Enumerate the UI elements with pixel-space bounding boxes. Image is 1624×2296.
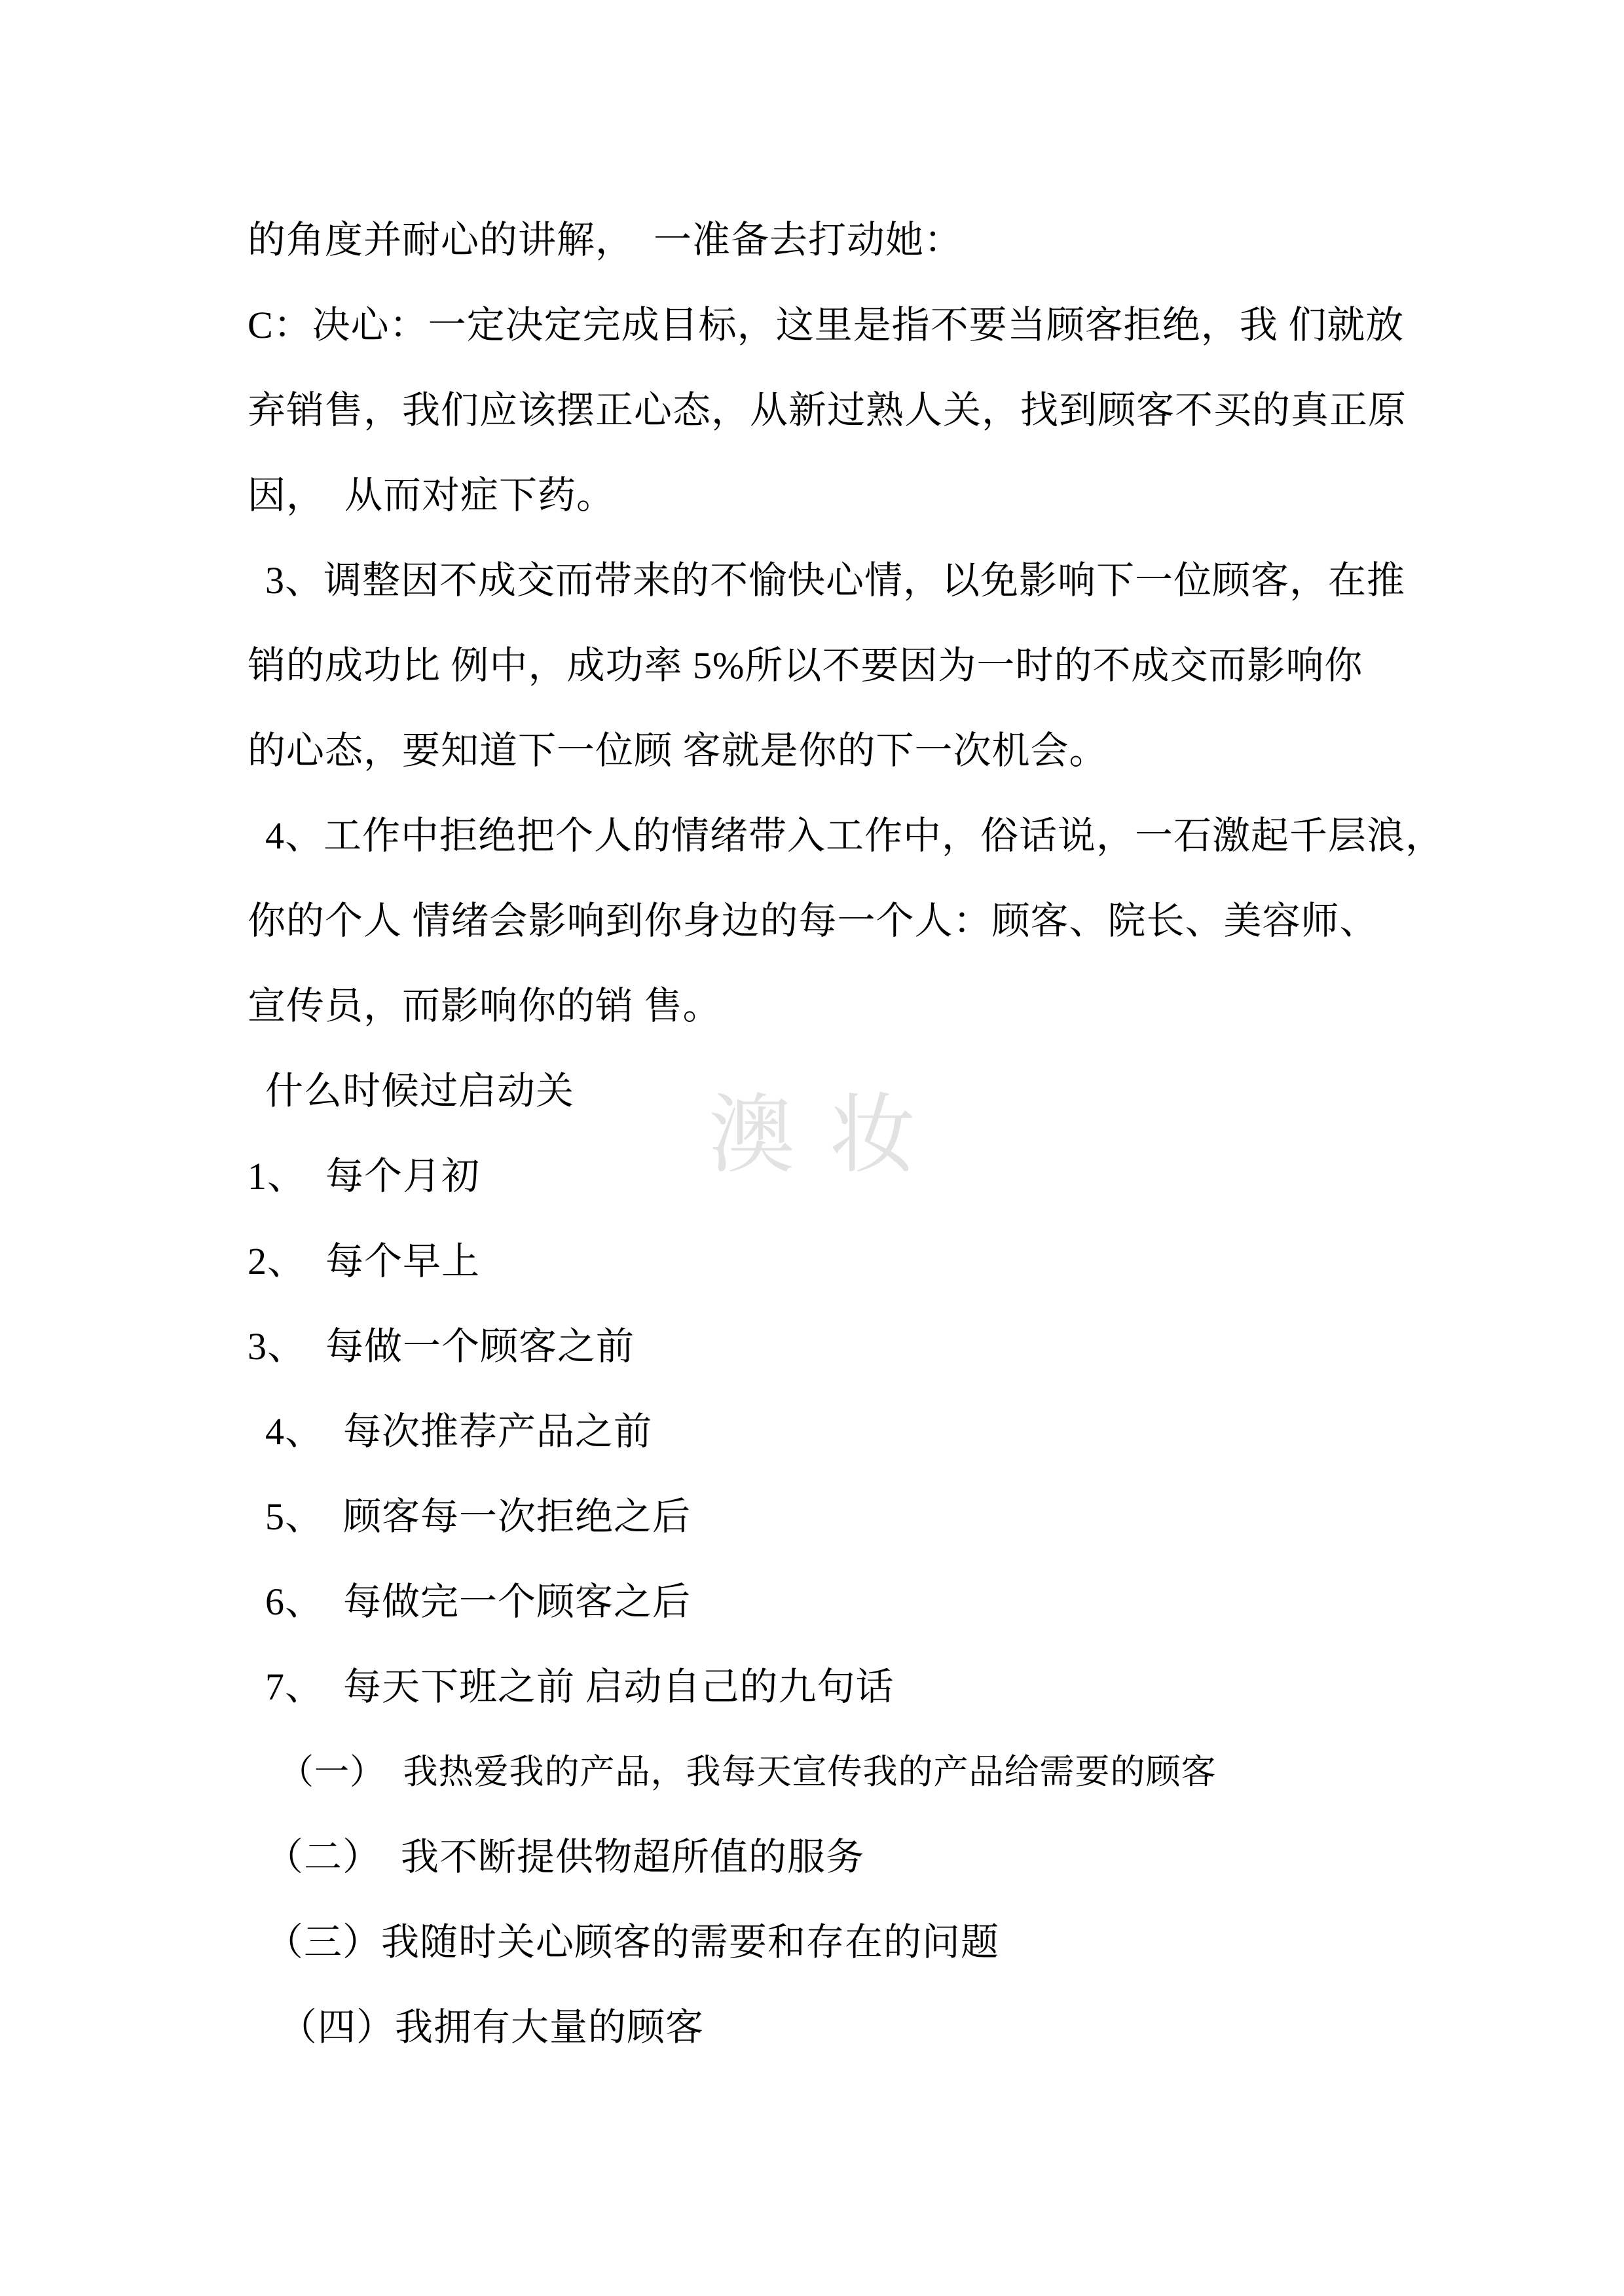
text-line: （一） 我热爱我的产品，我每天宣传我的产品给需要的顾客	[279, 1753, 1217, 1791]
text-line: 4、 每次推荐产品之前	[265, 1410, 653, 1453]
text-line: （三）我随时关心顾客的需要和存在的问题	[265, 1921, 1000, 1963]
text-line: 的角度并耐心的讲解， 一准备去打动她：	[248, 219, 963, 261]
text-line: 5、 顾客每一次拒绝之后	[265, 1495, 692, 1538]
text-line: 2、 每个早上	[248, 1240, 481, 1283]
text-line: 4、工作中拒绝把个人的情绪带入工作中，俗话说，一石激起千层浪，	[265, 814, 1445, 857]
text-line: 你的个人 情绪会影响到你身边的每一个人：顾客、院长、美容师、	[248, 900, 1378, 942]
text-line: C：决心：一定决定完成目标，这里是指不要当顾客拒绝，我 们就放	[248, 304, 1405, 346]
text-line: 7、 每天下班之前 启动自己的九句话	[265, 1666, 895, 1708]
text-line: 6、 每做完一个顾客之后	[265, 1580, 692, 1623]
document-content	[248, 198, 1444, 2070]
text-line: 宣传员，而影响你的销 售。	[248, 985, 722, 1027]
watermark-text: 澳 妆	[709, 1087, 921, 1183]
text-line: （四）我拥有大量的顾客	[279, 2006, 705, 2049]
text-line: 的心态，要知道下一位顾 客就是你的下一次机会。	[248, 729, 1108, 772]
text-line: 3、调整因不成交而带来的不愉快心情，以免影响下一位顾客，在推	[265, 559, 1406, 602]
text-line: 弃销售，我们应该摆正心态，从新过熟人关，找到顾客不买的真正原	[248, 389, 1407, 431]
text-line: （二） 我不断提供物超所值的服务	[265, 1836, 865, 1878]
text-line: 销的成功比 例中，成功率 5%所以不要因为一时的不成交而影响你	[248, 644, 1363, 687]
text-line: 因， 从而对症下药。	[248, 474, 616, 517]
text-line: 3、 每做一个顾客之前	[248, 1325, 635, 1368]
text-line: 1、 每个月初	[248, 1155, 481, 1197]
text-line: 什么时候过启动关	[265, 1070, 575, 1112]
